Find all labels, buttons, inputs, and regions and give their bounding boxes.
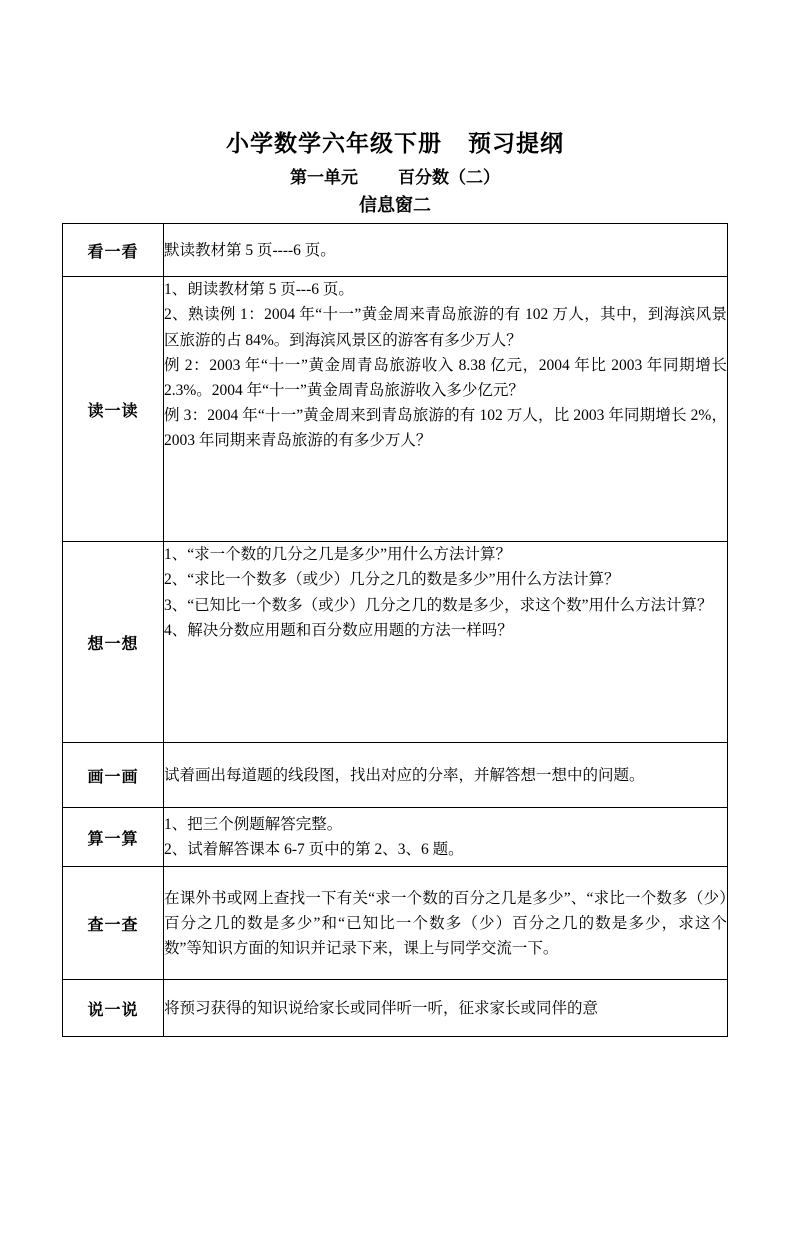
row-content-shuo	[164, 980, 728, 1037]
section-title: 信息窗二	[359, 194, 431, 215]
row-content-hua	[164, 743, 728, 808]
text-line: 1、“求一个数的几分之几是多少”用什么方法计算？	[164, 546, 512, 564]
row-label-suan: 算一算	[63, 808, 164, 867]
table-row	[63, 867, 728, 980]
row-label-xiang: 想一想	[63, 542, 164, 743]
text-line: 例 2：2003 年“十一”黄金周青岛旅游收入 8.38 亿元，2004 年比 2003 年同期增长 2.3%。2004 年“十一”黄金周青岛旅游收入多少亿元？	[164, 356, 727, 399]
text-line: 2、“求比一个数多（或少）几分之几的数是多少”用什么方法计算？	[164, 571, 620, 589]
row-content-kan	[164, 224, 728, 277]
table-row	[63, 743, 728, 808]
unit-name: 百分数（二）	[398, 168, 500, 188]
row-content-suan	[164, 808, 728, 867]
text-line: 2、试着解答课本 6-7 页中的第 2、3、6 题。	[164, 841, 464, 859]
title-main: 小学数学六年级下册	[226, 131, 442, 156]
outline-table	[62, 223, 728, 1037]
unit-line	[0, 166, 790, 190]
title-secondary: 预习提纲	[468, 131, 564, 156]
text-line: 2、熟读例 1：2004 年“十一”黄金周来青岛旅游的有 102 万人，其中，到海滨风景区旅游的占 84%。到海滨风景区的游客有多少万人？	[164, 306, 727, 349]
row-label-hua: 画一画	[63, 743, 164, 808]
text-line: 在课外书或网上查找一下有关“求一个数的百分之几是多少”、“求比一个数多（少）百分之几的数是多少”和“已知比一个数多（少）百分之几的数是多少，求这个数”等知识方面的知识并记录下来，课上与同学交流一下。	[164, 889, 727, 957]
row-label-kan: 看一看	[63, 224, 164, 277]
text-line: 1、把三个例题解答完整。	[164, 816, 343, 834]
unit-label: 第一单元	[290, 168, 358, 188]
table-row	[63, 277, 728, 542]
table-row	[63, 542, 728, 743]
text-line: 默读教材第 5 页----6 页。	[164, 241, 336, 259]
text-line: 将预习获得的知识说给家长或同伴听一听，征求家长或同伴的意	[164, 999, 599, 1017]
page-title	[0, 128, 790, 160]
table-row	[63, 224, 728, 277]
row-label-cha: 查一查	[63, 867, 164, 980]
row-label-du: 读一读	[63, 277, 164, 542]
text-line: 3、“已知比一个数多（或少）几分之几的数是多少，求这个数”用什么方法计算？	[164, 596, 713, 614]
document-page	[0, 128, 790, 1250]
row-label-shuo: 说一说	[63, 980, 164, 1037]
text-line: 例 3：2004 年“十一”黄金周来到青岛旅游的有 102 万人，比 2003 年同期增长 2%，2003 年同期来青岛旅游的有多少万人？	[164, 406, 727, 450]
text-line: 试着画出每道题的线段图，找出对应的分率，并解答想一想中的问题。	[164, 766, 645, 784]
row-content-cha	[164, 867, 728, 980]
row-content-xiang	[164, 542, 728, 743]
table-row	[63, 980, 728, 1037]
text-line: 4、解决分数应用题和百分数应用题的方法一样吗？	[164, 621, 513, 639]
title-block	[0, 128, 790, 217]
table-row	[63, 808, 728, 867]
text-line: 1、朗读教材第 5 页---6 页。	[164, 281, 354, 299]
row-content-du	[164, 277, 728, 542]
